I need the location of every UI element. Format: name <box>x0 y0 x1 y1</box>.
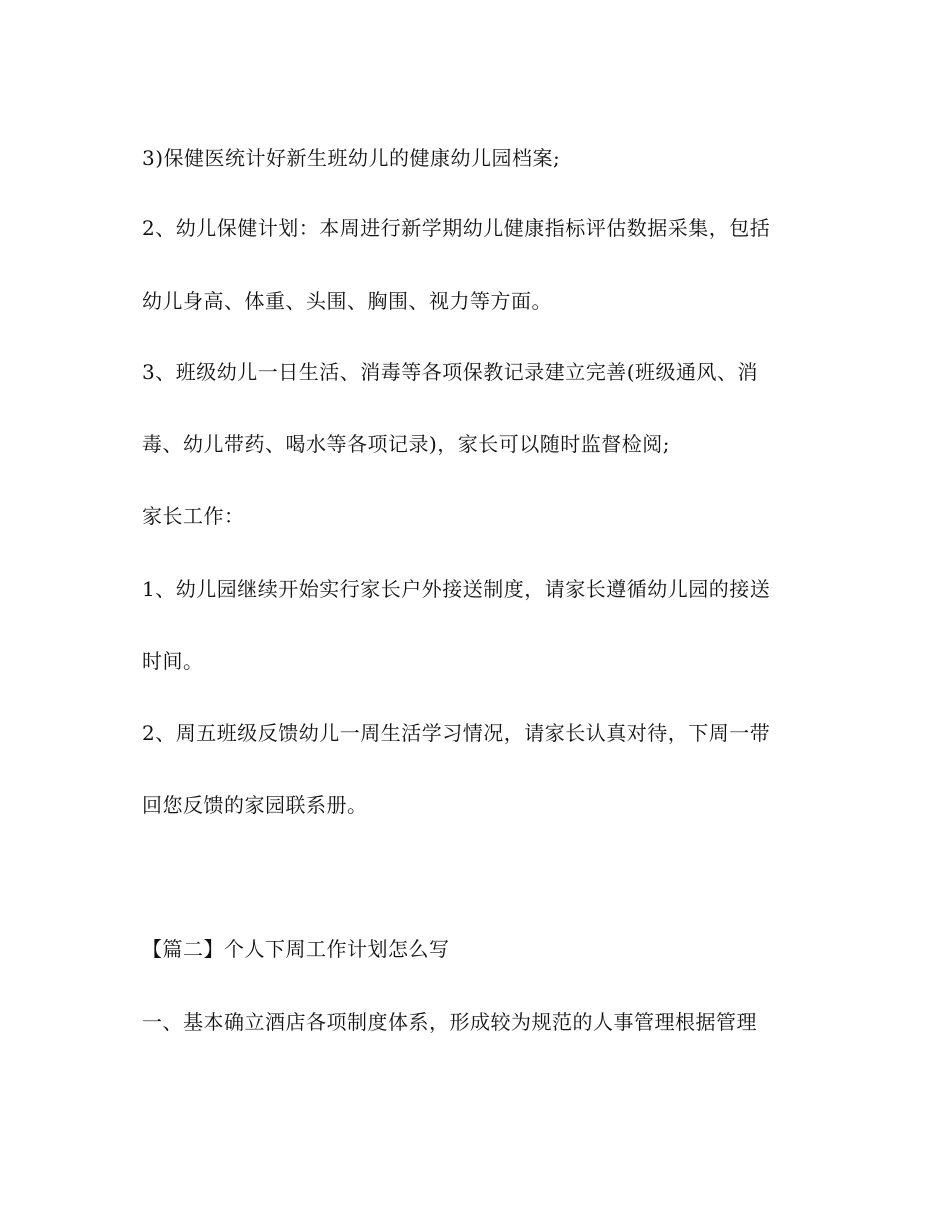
text-line: 毒、幼儿带药、喝水等各项记录)，家长可以随时监督检阅; <box>142 432 671 456</box>
text-line: 2、幼儿保健计划：本周进行新学期幼儿健康指标评估数据采集，包括 <box>142 216 771 240</box>
text-line: 时间。 <box>142 649 204 673</box>
article-title: 【篇二】个人下周工作计划怎么写 <box>142 937 450 961</box>
text-line: 3、班级幼儿一日生活、消毒等各项保教记录建立完善(班级通风、消 <box>142 360 759 384</box>
text-line: 一、基本确立酒店各项制度体系，形成较为规范的人事管理根据管理 <box>142 1010 757 1034</box>
text-line: 3)保健医统计好新生班幼儿的健康幼儿园档案; <box>142 146 561 170</box>
text-line: 幼儿身高、体重、头围、胸围、视力等方面。 <box>142 289 552 313</box>
section-heading: 家长工作： <box>142 504 245 528</box>
text-line: 1、幼儿园继续开始实行家长户外接送制度，请家长遵循幼儿园的接送 <box>142 577 771 601</box>
text-line: 2、周五班级反馈幼儿一周生活学习情况，请家长认真对待，下周一带 <box>142 721 771 745</box>
text-line: 回您反馈的家园联系册。 <box>142 793 368 817</box>
